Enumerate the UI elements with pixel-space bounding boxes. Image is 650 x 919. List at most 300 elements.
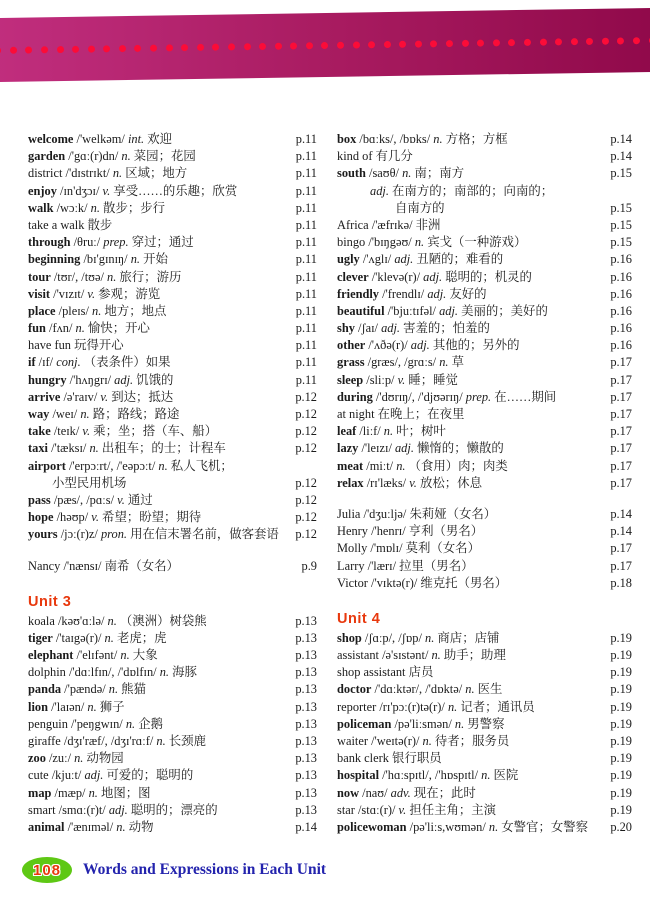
entry-page-ref: p.17 (610, 441, 632, 456)
entry-phonetic: /kəʊ'ɑːlə/ (54, 613, 105, 628)
vocab-entry (337, 767, 632, 784)
entry-text (28, 613, 207, 630)
entry-pos: n. (101, 630, 114, 645)
entry-definition: 友好的 (446, 286, 487, 301)
vocab-entry (337, 681, 632, 698)
entry-text (337, 681, 502, 698)
entry-text (337, 251, 503, 268)
entry-definition: 享受……的乐趣；欣赏 (110, 183, 238, 198)
entry-definition: 宾戈（一种游戏） (424, 235, 527, 250)
vocab-entry (28, 613, 317, 630)
dot (555, 38, 562, 45)
entry-definition: 开始 (140, 252, 168, 267)
entry-pos: adj. (391, 252, 414, 267)
entry-text (337, 458, 508, 475)
dot (228, 43, 235, 50)
entry-definition: 店员 (405, 665, 434, 680)
entry-text (337, 750, 442, 767)
dot (10, 46, 17, 53)
entry-page-ref: p.11 (295, 149, 317, 164)
entry-phonetic: /pə'liːsmən/ (391, 716, 452, 731)
entry-word: shy (337, 321, 355, 336)
dot (446, 40, 453, 47)
entry-word: Larry (337, 558, 365, 573)
top-decorative-band (0, 8, 650, 82)
entry-definition: 玩得开心 (71, 338, 124, 353)
entry-text (28, 785, 151, 802)
entry-pos: adj. (391, 441, 414, 456)
vocab-entry (337, 200, 632, 217)
dot (353, 41, 360, 48)
entry-text (28, 234, 194, 251)
entry-page-ref: p.19 (610, 716, 632, 731)
entry-pos: adj. (424, 286, 447, 301)
entry-pos: v. (114, 492, 125, 507)
entry-page-ref: p.11 (295, 132, 317, 146)
entry-definition: 聪明的；机灵的 (442, 269, 532, 284)
vocab-entry (337, 523, 632, 540)
entry-phonetic: /'bjuːtɪfəl/ (384, 303, 436, 318)
entry-word: reporter (337, 699, 377, 714)
entry-text (337, 269, 532, 286)
entry-phonetic: /'frendlɪ/ (379, 286, 425, 301)
vocab-entry (337, 540, 632, 557)
entry-definition: 维克托（男名） (417, 575, 508, 590)
entry-definition: 地方；地点 (101, 303, 167, 318)
entry-definition: 南；南方 (411, 166, 465, 181)
vocab-entry (28, 819, 317, 836)
entry-phonetic: /'æfrɪkə/ (368, 217, 413, 232)
entry-text (337, 354, 464, 371)
entry-page-ref: p.17 (610, 541, 632, 556)
entry-text (28, 558, 179, 575)
entry-phonetic: /'dɑːlfɪn/, /'dɒlfɪn/ (65, 665, 157, 680)
entry-definition: 自南方的 (395, 200, 445, 215)
entry-pos: v. (394, 372, 406, 387)
entry-pos: n. (118, 149, 131, 164)
entry-definition: 饥饿的 (133, 372, 174, 387)
entry-definition: 美丽的；美好的 (458, 303, 548, 318)
entry-definition: 懒惰的；懒散的 (413, 441, 504, 456)
vocab-entry (28, 785, 317, 802)
entry-definition: 有几分 (372, 149, 413, 164)
entry-word: animal (28, 819, 65, 834)
entry-phonetic: /bɑːks/, /bɒks/ (356, 132, 431, 146)
vocab-entry (337, 251, 632, 268)
entry-page-ref: p.13 (295, 648, 317, 663)
vocab-entry (337, 630, 632, 647)
entry-page-ref: p.15 (610, 217, 632, 232)
entry-phonetic: /weɪ/ (49, 407, 78, 421)
entry-phonetic: /rɪ'pɔː(r)tə(r)/ (376, 699, 445, 714)
dot (571, 38, 578, 45)
entry-text (337, 506, 496, 523)
vocab-entry (28, 750, 317, 767)
entry-definition: 拉里（男名） (396, 558, 474, 573)
entry-definition: 南希（女名） (101, 558, 179, 573)
entry-phonetic: /dʒɪ'ræf/, /dʒɪ'rɑːf/ (60, 734, 154, 748)
entry-definition: （表条件）如果 (80, 355, 171, 370)
entry-definition: 希望；盼望；期待 (98, 510, 202, 525)
entry-page-ref: p.14 (610, 506, 632, 521)
entry-page-ref: p.19 (610, 802, 632, 817)
entry-definition: 长颈鹿 (165, 734, 206, 748)
entry-word: taxi (28, 441, 48, 456)
entry-page-ref: p.15 (610, 166, 632, 181)
entry-pos: n. (444, 699, 458, 714)
vocab-entry (28, 165, 317, 182)
entry-phonetic: /'ʌglɪ/ (359, 252, 392, 267)
dot (181, 44, 188, 51)
entry-pos: adj. (111, 372, 134, 387)
entry-page-ref: p.12 (295, 510, 317, 525)
entry-text (337, 767, 518, 784)
entry-word: bingo (337, 235, 366, 250)
entry-phonetic: /pə'liːs,wʊmən/ (406, 819, 486, 834)
entry-pos: int. (124, 132, 145, 146)
entry-page-ref: p.17 (610, 475, 632, 490)
entry-word: penguin (28, 716, 68, 731)
entry-text (337, 558, 473, 575)
page-number: 108 (32, 861, 62, 879)
entry-word: pass (28, 492, 51, 507)
footer-title: Words and Expressions in Each Unit (83, 861, 327, 878)
entry-text (337, 523, 483, 540)
vocab-entry (337, 716, 632, 733)
entry-text (28, 681, 146, 698)
page-footer (22, 857, 326, 883)
entry-phonetic: /tʊr/, /tʊə/ (50, 269, 104, 284)
entry-phonetic: /stɑː(r)/ (354, 802, 396, 817)
vocab-entry (28, 492, 317, 509)
entry-word: box (337, 132, 357, 146)
entry-page-ref: p.12 (295, 389, 317, 404)
entry-definition: 银行职员 (388, 751, 442, 766)
entry-word: smart (28, 802, 56, 817)
entry-definition: 小型民用机场 (52, 475, 127, 490)
entry-page-ref: p.20 (610, 819, 632, 834)
entry-page-ref: p.19 (610, 665, 632, 680)
entry-definition: 丑陋的；难看的 (413, 252, 504, 267)
dot (462, 39, 469, 46)
entry-definition: 方格；方框 (442, 132, 508, 146)
entry-text (337, 303, 548, 320)
entry-page-ref: p.17 (610, 458, 632, 473)
vocab-entry (337, 750, 632, 767)
vocab-entry (28, 286, 317, 303)
entry-text (28, 526, 279, 543)
entry-phonetic: /ʃɑːp/, /ʃɒp/ (361, 630, 422, 645)
entry-word: garden (28, 149, 66, 164)
entry-text (337, 802, 496, 819)
entry-word: assistant (337, 648, 379, 663)
entry-word: tour (28, 269, 51, 284)
entry-page-ref: p.13 (295, 734, 317, 748)
entry-word: koala (28, 613, 55, 628)
entry-phonetic: /'pændə/ (61, 682, 106, 697)
entry-text (28, 200, 165, 217)
vocab-entry (337, 217, 632, 234)
entry-definition: 待者；服务员 (431, 734, 510, 748)
entry-page-ref: p.19 (610, 734, 632, 748)
entry-text (337, 630, 499, 647)
vocab-entry (28, 475, 317, 492)
entry-pos: n. (105, 682, 119, 697)
entry-definition: 助手；助理 (440, 648, 506, 663)
entry-word: dolphin (28, 665, 66, 680)
entry-word: Molly (337, 541, 368, 556)
entry-pos: v. (395, 802, 407, 817)
entry-definition: 非洲 (412, 217, 441, 232)
vocab-entry (28, 131, 317, 148)
entry-text (28, 819, 153, 836)
entry-phonetic: /'dʒuːljə/ (360, 506, 407, 521)
entry-word: meat (337, 458, 364, 473)
section-gap (28, 544, 317, 558)
entry-page-ref: p.19 (610, 785, 632, 800)
entry-text (28, 406, 179, 423)
dot (166, 44, 173, 51)
entry-phonetic: /bɪ'gɪnɪŋ/ (80, 252, 128, 267)
entry-phonetic: /wɔːk/ (53, 200, 88, 215)
entry-pos: n. (380, 424, 394, 439)
entry-word: have fun (28, 338, 72, 353)
vocab-entry (28, 458, 317, 475)
entry-page-ref: p.12 (295, 475, 317, 490)
entry-pos: n. (103, 269, 117, 284)
entry-pos: prep. (462, 389, 492, 404)
entry-word: leaf (337, 424, 357, 439)
vocab-entry (337, 286, 632, 303)
entry-page-ref: p.13 (295, 768, 317, 783)
entry-phonetic: /græs/, /grɑːs/ (364, 355, 437, 370)
unit-section-header: Unit 3 (28, 593, 72, 610)
dot (368, 41, 375, 48)
entry-pos: n. (430, 132, 443, 146)
entry-word: policewoman (337, 819, 407, 834)
entry-definition: 企鹅 (135, 716, 164, 731)
entry-word: map (28, 785, 52, 800)
entry-page-ref: p.13 (295, 716, 317, 731)
entry-word: airport (28, 458, 66, 473)
entry-pos: n. (411, 235, 425, 250)
entry-text (28, 165, 187, 182)
entry-definition: 现在；此时 (410, 785, 476, 800)
entry-phonetic: /ə'sɪstənt/ (379, 648, 429, 663)
vocab-entry (337, 647, 632, 664)
entry-text (28, 802, 218, 819)
entry-definition: 动物 (125, 819, 154, 834)
entry-pos: n. (398, 166, 412, 181)
entry-phonetic: /'elɪfənt/ (73, 648, 118, 663)
entry-text (337, 337, 520, 354)
entry-phonetic: /'weɪtə(r)/ (367, 734, 420, 748)
entry-word: ugly (337, 252, 360, 267)
entry-pos: adv. (387, 785, 411, 800)
entry-pos: v. (88, 510, 99, 525)
entry-page-ref: p.14 (610, 524, 632, 539)
entry-text (337, 575, 507, 592)
entry-definition: 可爱的；聪明的 (103, 768, 194, 783)
entry-word: clever (337, 269, 369, 284)
entry-word: shop (337, 630, 362, 645)
entry-pos: n. (77, 407, 90, 421)
entry-pos: adj. (105, 802, 128, 817)
entry-word: zoo (28, 751, 46, 766)
entry-text (28, 183, 237, 200)
entry-phonetic: /ɪf/ (35, 355, 54, 370)
entry-definition: 路；路线；路途 (89, 407, 180, 421)
entry-phonetic: /'lærɪ/ (364, 558, 397, 573)
entry-text (337, 217, 440, 234)
dot (243, 43, 250, 50)
entry-phonetic: /ɪn'dʒɔɪ/ (56, 183, 100, 198)
entry-definition: 散步；步行 (99, 200, 166, 215)
entry-page-ref: p.14 (610, 132, 632, 146)
dot (212, 43, 219, 50)
entry-text (337, 440, 504, 457)
entry-page-ref: p.16 (610, 252, 632, 267)
entry-word: take a walk (28, 217, 85, 232)
entry-phonetic: /fʌn/ (45, 321, 73, 336)
entry-pos: conj. (53, 355, 81, 370)
entry-phonetic: /həʊp/ (53, 510, 89, 525)
entry-text (337, 664, 433, 681)
vocab-entry (337, 234, 632, 251)
entry-page-ref: p.11 (295, 269, 317, 284)
vocab-entry (337, 337, 632, 354)
entry-text (337, 819, 588, 836)
entry-page-ref: p.11 (295, 355, 317, 370)
entry-text (28, 664, 197, 681)
entry-word: Henry (337, 524, 368, 539)
entry-page-ref: p.14 (610, 149, 632, 164)
vocab-entry (28, 251, 317, 268)
entry-page-ref: p.11 (295, 200, 317, 215)
dot (134, 44, 141, 51)
entry-definition: 放松；休息 (416, 475, 482, 490)
dot (415, 40, 422, 47)
entry-definition: 散步 (84, 217, 113, 232)
entry-page-ref: p.14 (295, 819, 317, 834)
entry-word: through (28, 235, 71, 250)
entry-pos: n. (478, 768, 491, 783)
dot (306, 42, 313, 49)
entry-pos: v. (97, 389, 109, 404)
vocab-entry (28, 406, 317, 423)
entry-page-ref: p.11 (295, 286, 317, 301)
entry-page-ref: p.13 (295, 665, 317, 680)
entry-page-ref: p.9 (301, 558, 317, 573)
entry-pos: n. (87, 200, 100, 215)
entry-text (28, 440, 226, 457)
entry-text (337, 475, 482, 492)
vocab-entry (28, 200, 317, 217)
entry-definition: 草 (448, 355, 464, 370)
entry-pos: n. (104, 613, 117, 628)
entry-page-ref: p.12 (295, 441, 317, 456)
entry-text (337, 183, 553, 200)
entry-definition: 害羞的；怕羞的 (400, 321, 490, 336)
entry-phonetic: /ə'raɪv/ (60, 389, 98, 404)
entry-text (337, 699, 535, 716)
vocab-entry (28, 148, 317, 165)
vocab-entry (28, 664, 317, 681)
entry-text (337, 234, 526, 251)
entry-text (28, 458, 233, 475)
entry-text (28, 630, 167, 647)
entry-definition: 地图；图 (97, 785, 151, 800)
entry-word: relax (337, 475, 364, 490)
entry-page-ref: p.15 (610, 200, 632, 215)
entry-phonetic: /'ʌðə(r)/ (365, 338, 408, 353)
entry-word: south (337, 166, 366, 181)
entry-text (28, 354, 171, 371)
entry-page-ref: p.11 (295, 338, 317, 353)
entry-text (28, 492, 153, 509)
dot (103, 45, 110, 52)
entry-word: waiter (337, 734, 368, 748)
dot (197, 43, 204, 50)
entry-text (28, 286, 160, 303)
dot (275, 42, 282, 49)
vocab-entry (28, 509, 317, 526)
entry-page-ref: p.13 (295, 785, 317, 800)
entry-definition: 担任主角；主演 (406, 802, 497, 817)
vocab-entry (337, 475, 632, 492)
entry-word: kind of (337, 149, 373, 164)
vocab-entry (337, 165, 632, 182)
entry-phonetic: /sliːp/ (363, 372, 395, 387)
entry-word: enjoy (28, 183, 57, 198)
vocab-entry (337, 131, 632, 148)
entry-definition: 在南方的；南部的；向南的； (388, 183, 554, 198)
entry-pos: v. (84, 286, 96, 301)
entry-phonetic: /liːf/ (356, 424, 381, 439)
entry-definition: 动物园 (83, 751, 124, 766)
vocab-entry (28, 354, 317, 371)
entry-word: hospital (337, 768, 380, 783)
entry-definition: 在晚上；在夜里 (374, 407, 465, 421)
vocab-entry (28, 681, 317, 698)
entry-pos: pron. (97, 527, 128, 542)
vocab-entry (28, 389, 317, 406)
entry-pos: adj. (407, 338, 430, 353)
entry-pos: adj. (420, 269, 443, 284)
vocab-entry (337, 458, 632, 475)
entry-pos: adj. (81, 768, 104, 783)
entry-word: place (28, 303, 56, 318)
entry-definition: 在……期间 (491, 389, 557, 404)
vocab-entry (28, 733, 317, 750)
entry-word: yours (28, 527, 58, 542)
entry-phonetic: /'hʌŋgrɪ/ (66, 372, 112, 387)
vocab-entry (28, 320, 317, 337)
entry-text (337, 286, 487, 303)
entry-pos: n. (113, 819, 126, 834)
entry-word: other (337, 338, 366, 353)
entry-definition: 叶；树叶 (393, 424, 446, 439)
entry-pos: n. (419, 734, 432, 748)
entry-page-ref: p.19 (610, 682, 632, 697)
entry-phonetic: /'nænsɪ/ (60, 558, 102, 573)
dot (88, 45, 95, 52)
entry-phonetic: /'laɪən/ (47, 699, 85, 714)
entry-phonetic: /jɔː(r)z/ (57, 527, 98, 542)
entry-pos: n. (155, 458, 168, 473)
vocab-entry (337, 423, 632, 440)
entry-text (337, 165, 464, 182)
